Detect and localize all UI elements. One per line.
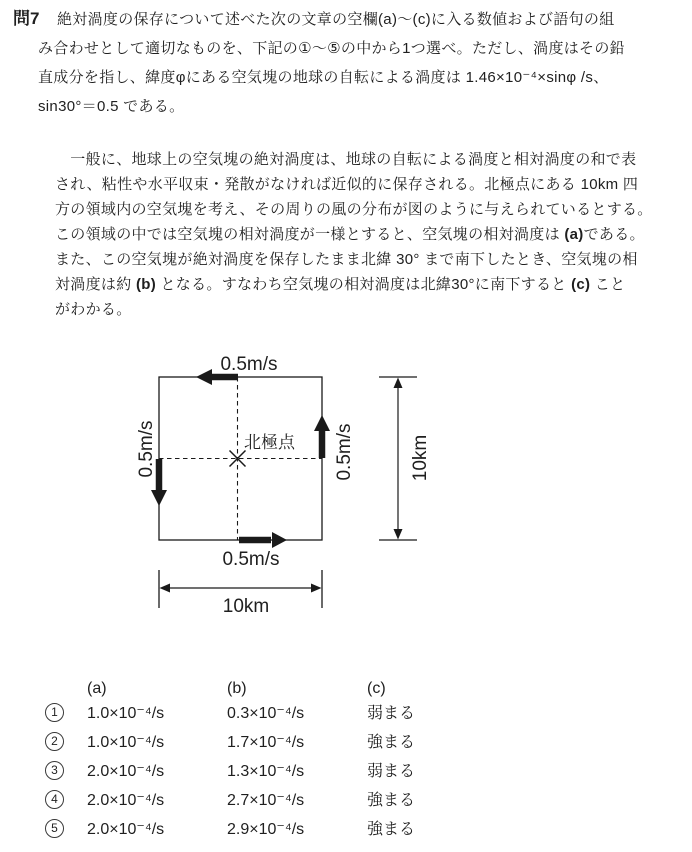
choice-value-b: 1.3×10⁻⁴/s (227, 763, 305, 780)
choice-row-3 (0, 757, 692, 786)
column-header-a: (a) (87, 680, 107, 697)
choice-number: 5 (45, 819, 64, 838)
choice-value-b: 1.7×10⁻⁴/s (227, 734, 305, 751)
choice-value-a: 1.0×10⁻⁴/s (87, 734, 165, 751)
choice-row-5 (0, 815, 692, 844)
passage-line: また、この空気塊が絶対渦度を保存したまま北緯 30° まで南下したとき、空気塊の相 (55, 251, 638, 268)
choice-number: 4 (45, 790, 64, 809)
passage-line: 対渦度は約 (b) となる。すなわち空気塊の相対渦度は北緯30°に南下すると (c) こと (55, 276, 626, 293)
passage-line: され、粘性や水平収束・発散がなければ近似的に保存される。北極点にある 10km 四 (55, 176, 639, 193)
choice-row-2 (0, 728, 692, 757)
choice-value-a: 1.0×10⁻⁴/s (87, 705, 165, 722)
choice-value-a: 2.0×10⁻⁴/s (87, 763, 165, 780)
choice-value-c: 強まる (367, 792, 416, 809)
question-line: 絶対渦度の保存について述べた次の文章の空欄(a)～(c)に入る数値および語句の組 (57, 11, 615, 28)
choice-number: 1 (45, 703, 64, 722)
question-line: み合わせとして適切なものを、下記の①～⑤の中から1つ選べ。ただし、渦度はその鉛 (38, 40, 625, 57)
column-header-c: (c) (367, 680, 386, 697)
north-pole-label: 北極点 (244, 433, 295, 452)
question-line: sin30°＝0.5 である。 (38, 98, 185, 115)
passage-line: 一般に、地球上の空気塊の絶対渦度は、地球の自転による渦度と相対渦度の和で表 (55, 151, 637, 168)
passage-line: がわかる。 (55, 301, 132, 318)
wind-diagram (0, 340, 692, 632)
passage-block (55, 147, 653, 322)
passage-line: この領域の中では空気塊の相対渦度が一様とすると、空気塊の相対渦度は (a)である。 (55, 226, 645, 243)
choice-value-a: 2.0×10⁻⁴/s (87, 792, 165, 809)
choice-value-b: 0.3×10⁻⁴/s (227, 705, 305, 722)
choice-value-a: 2.0×10⁻⁴/s (87, 821, 165, 838)
choice-value-c: 強まる (367, 734, 416, 751)
wind-speed-bottom-label: 0.5m/s (222, 549, 280, 570)
wind-speed-right-label: 0.5m/s (334, 423, 355, 481)
question-line: 直成分を指し、緯度φにある空気塊の地球の自転による渦度は 1.46×10⁻⁴×sinφ /s、 (38, 69, 609, 86)
width-dimension-label: 10km (222, 596, 270, 617)
choice-number: 2 (45, 732, 64, 751)
wind-speed-left-label: 0.5m/s (136, 420, 157, 478)
passage-line: 方の領域内の空気塊を考え、その周りの風の分布が図のように与えられているとする。 (55, 201, 653, 218)
choice-value-c: 弱まる (367, 705, 416, 722)
wind-arrow-bottom-icon (239, 532, 287, 548)
choice-value-b: 2.7×10⁻⁴/s (227, 792, 305, 809)
choice-value-b: 2.9×10⁻⁴/s (227, 821, 305, 838)
height-dimension-label: 10km (410, 434, 431, 482)
choice-value-c: 弱まる (367, 763, 416, 780)
choice-value-c: 強まる (367, 821, 416, 838)
choice-number: 3 (45, 761, 64, 780)
choice-row-4 (0, 786, 692, 815)
wind-speed-top-label: 0.5m/s (220, 354, 278, 375)
question-number: 問7 (13, 9, 40, 28)
choice-row-1 (0, 699, 692, 728)
column-header-b: (b) (227, 680, 247, 697)
wind-arrow-right-icon (314, 415, 330, 458)
